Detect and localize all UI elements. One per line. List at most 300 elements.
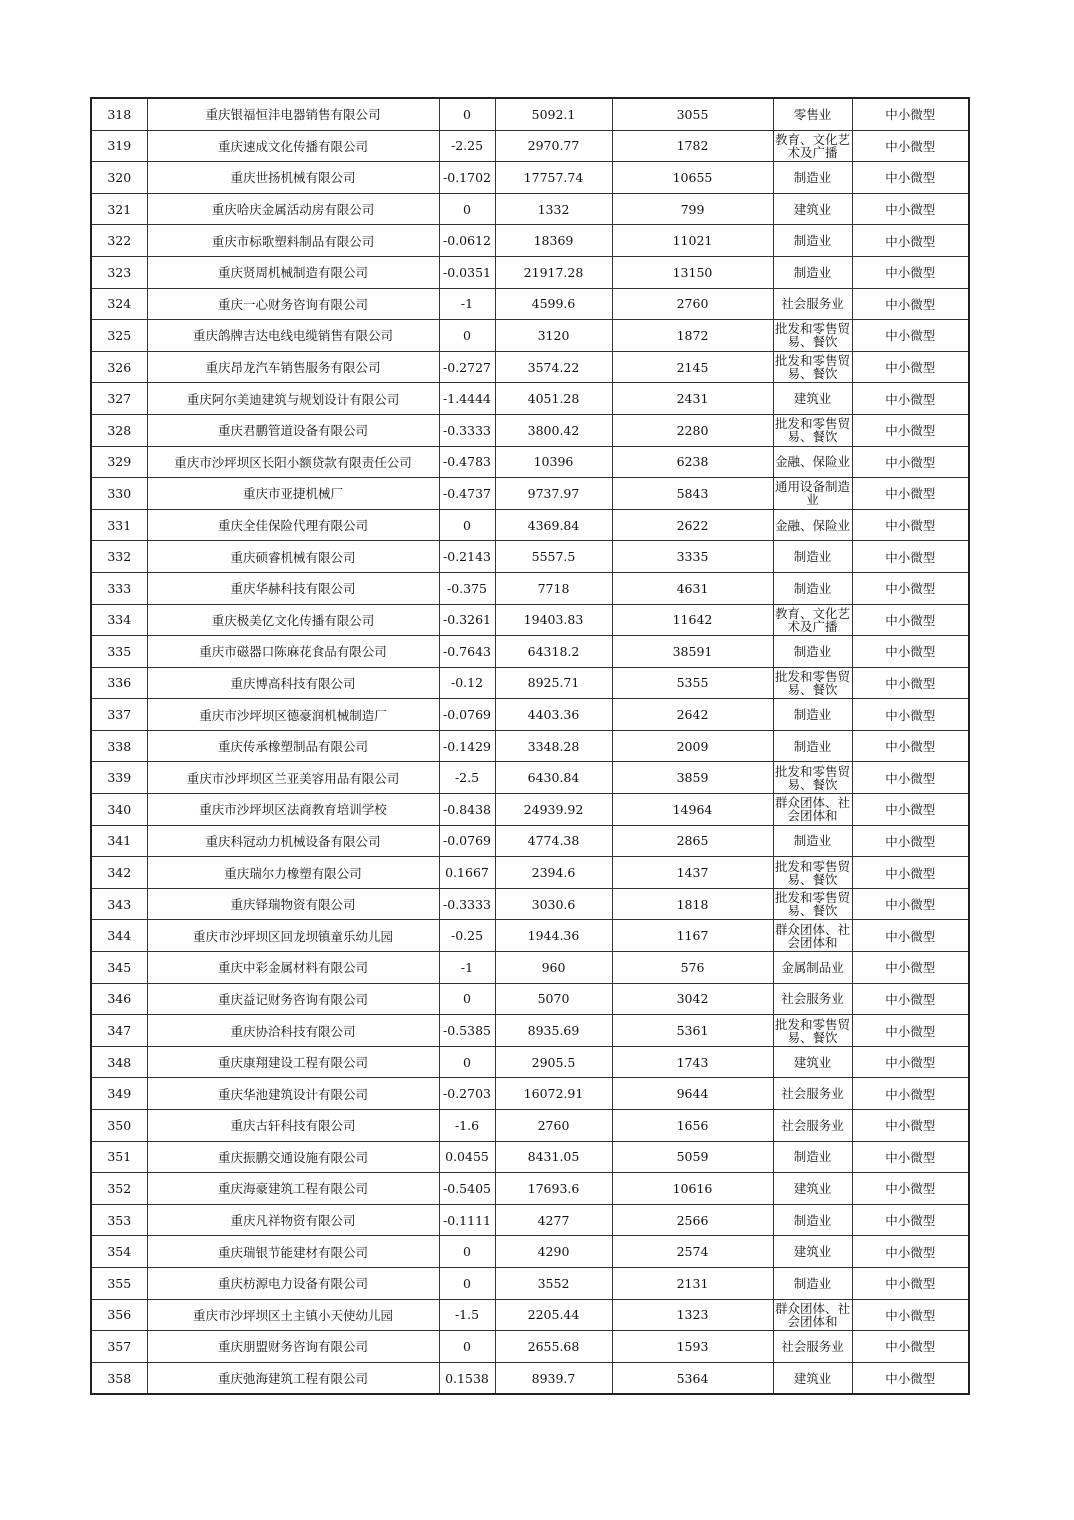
value-2: 17757.74 — [495, 162, 612, 194]
company-name: 重庆华池建筑设计有限公司 — [147, 1078, 439, 1110]
table-row — [91, 730, 969, 762]
value-2: 2655.68 — [495, 1331, 612, 1363]
value-1: -0.2143 — [439, 541, 495, 573]
industry: 批发和零售贸易、餐饮 — [773, 888, 852, 920]
value-3: 1872 — [612, 320, 773, 352]
value-2: 24939.92 — [495, 794, 612, 826]
value-3: 6238 — [612, 446, 773, 478]
company-name: 重庆君鹏管道设备有限公司 — [147, 414, 439, 446]
row-number: 326 — [91, 351, 147, 383]
value-1: -0.5405 — [439, 1173, 495, 1205]
value-2: 8431.05 — [495, 1141, 612, 1173]
value-2: 1944.36 — [495, 920, 612, 952]
enterprise-scale: 中小微型 — [852, 414, 969, 446]
table-row — [91, 1236, 969, 1268]
table-row — [91, 636, 969, 668]
value-2: 2760 — [495, 1110, 612, 1142]
table-row — [91, 1110, 969, 1142]
enterprise-scale: 中小微型 — [852, 952, 969, 984]
industry: 群众团体、社会团体和 — [773, 920, 852, 952]
row-number: 354 — [91, 1236, 147, 1268]
industry: 社会服务业 — [773, 1331, 852, 1363]
value-2: 8939.7 — [495, 1362, 612, 1394]
company-name: 重庆益记财务咨询有限公司 — [147, 983, 439, 1015]
table-row — [91, 1173, 969, 1205]
value-3: 4631 — [612, 572, 773, 604]
table-row — [91, 130, 969, 162]
value-3: 5364 — [612, 1362, 773, 1394]
company-name: 重庆市沙坪坝区长阳小额贷款有限责任公司 — [147, 446, 439, 478]
value-3: 576 — [612, 952, 773, 984]
value-2: 4403.36 — [495, 699, 612, 731]
company-name: 重庆弛海建筑工程有限公司 — [147, 1362, 439, 1394]
value-3: 11642 — [612, 604, 773, 636]
company-name: 重庆市亚捷机械厂 — [147, 478, 439, 510]
row-number: 356 — [91, 1299, 147, 1331]
value-1: 0 — [439, 1046, 495, 1078]
row-number: 351 — [91, 1141, 147, 1173]
value-1: -0.0769 — [439, 699, 495, 731]
table-row — [91, 857, 969, 889]
industry: 制造业 — [773, 572, 852, 604]
value-2: 4774.38 — [495, 825, 612, 857]
company-name: 重庆市沙坪坝区土主镇小天使幼儿园 — [147, 1299, 439, 1331]
value-2: 2905.5 — [495, 1046, 612, 1078]
value-1: -1 — [439, 952, 495, 984]
value-1: -0.8438 — [439, 794, 495, 826]
company-name: 重庆铎瑞物资有限公司 — [147, 888, 439, 920]
enterprise-scale: 中小微型 — [852, 794, 969, 826]
value-3: 2009 — [612, 730, 773, 762]
row-number: 355 — [91, 1267, 147, 1299]
value-2: 3574.22 — [495, 351, 612, 383]
industry: 零售业 — [773, 98, 852, 130]
enterprise-scale: 中小微型 — [852, 320, 969, 352]
table-row — [91, 952, 969, 984]
value-1: -0.0769 — [439, 825, 495, 857]
value-1: -0.5385 — [439, 1015, 495, 1047]
enterprise-scale: 中小微型 — [852, 857, 969, 889]
value-3: 1818 — [612, 888, 773, 920]
value-1: -0.25 — [439, 920, 495, 952]
row-number: 335 — [91, 636, 147, 668]
value-2: 8925.71 — [495, 667, 612, 699]
value-2: 3030.6 — [495, 888, 612, 920]
company-name: 重庆市标歌塑料制品有限公司 — [147, 225, 439, 257]
table-row — [91, 1299, 969, 1331]
enterprise-scale: 中小微型 — [852, 541, 969, 573]
value-3: 9644 — [612, 1078, 773, 1110]
enterprise-scale: 中小微型 — [852, 256, 969, 288]
enterprise-scale: 中小微型 — [852, 1331, 969, 1363]
value-3: 2145 — [612, 351, 773, 383]
enterprise-scale: 中小微型 — [852, 1299, 969, 1331]
value-3: 2622 — [612, 509, 773, 541]
industry: 批发和零售贸易、餐饮 — [773, 762, 852, 794]
table-row — [91, 1015, 969, 1047]
value-3: 799 — [612, 193, 773, 225]
value-1: -0.2727 — [439, 351, 495, 383]
row-number: 340 — [91, 794, 147, 826]
value-2: 1332 — [495, 193, 612, 225]
company-name: 重庆振鹏交通设施有限公司 — [147, 1141, 439, 1173]
industry: 群众团体、社会团体和 — [773, 794, 852, 826]
value-1: 0 — [439, 1331, 495, 1363]
value-3: 2431 — [612, 383, 773, 415]
company-name: 重庆哈庆金属活动房有限公司 — [147, 193, 439, 225]
value-2: 7718 — [495, 572, 612, 604]
value-2: 3120 — [495, 320, 612, 352]
table-row — [91, 383, 969, 415]
table-row — [91, 762, 969, 794]
industry: 制造业 — [773, 699, 852, 731]
row-number: 325 — [91, 320, 147, 352]
value-1: 0 — [439, 509, 495, 541]
value-3: 3859 — [612, 762, 773, 794]
enterprise-scale: 中小微型 — [852, 1015, 969, 1047]
value-1: -1 — [439, 288, 495, 320]
row-number: 344 — [91, 920, 147, 952]
enterprise-scale: 中小微型 — [852, 446, 969, 478]
industry: 制造业 — [773, 1141, 852, 1173]
value-3: 1743 — [612, 1046, 773, 1078]
value-2: 9737.97 — [495, 478, 612, 510]
industry: 制造业 — [773, 225, 852, 257]
value-3: 13150 — [612, 256, 773, 288]
value-1: 0 — [439, 1236, 495, 1268]
industry: 社会服务业 — [773, 288, 852, 320]
table-body — [91, 98, 969, 1394]
row-number: 350 — [91, 1110, 147, 1142]
company-name: 重庆极美亿文化传播有限公司 — [147, 604, 439, 636]
row-number: 322 — [91, 225, 147, 257]
row-number: 345 — [91, 952, 147, 984]
row-number: 347 — [91, 1015, 147, 1047]
industry: 社会服务业 — [773, 1110, 852, 1142]
value-3: 2574 — [612, 1236, 773, 1268]
company-name: 重庆阿尔美迪建筑与规划设计有限公司 — [147, 383, 439, 415]
value-3: 10616 — [612, 1173, 773, 1205]
company-name: 重庆瑞尔力橡塑有限公司 — [147, 857, 439, 889]
value-2: 8935.69 — [495, 1015, 612, 1047]
value-3: 3042 — [612, 983, 773, 1015]
value-2: 18369 — [495, 225, 612, 257]
enterprise-scale: 中小微型 — [852, 1141, 969, 1173]
enterprise-scale: 中小微型 — [852, 478, 969, 510]
table-row — [91, 320, 969, 352]
table-row — [91, 1204, 969, 1236]
enterprise-scale: 中小微型 — [852, 920, 969, 952]
value-3: 11021 — [612, 225, 773, 257]
enterprise-scale: 中小微型 — [852, 699, 969, 731]
value-3: 1656 — [612, 1110, 773, 1142]
value-3: 2642 — [612, 699, 773, 731]
value-3: 2280 — [612, 414, 773, 446]
enterprise-scale: 中小微型 — [852, 162, 969, 194]
row-number: 323 — [91, 256, 147, 288]
industry: 金融、保险业 — [773, 509, 852, 541]
industry: 批发和零售贸易、餐饮 — [773, 351, 852, 383]
company-name: 重庆市磁器口陈麻花食品有限公司 — [147, 636, 439, 668]
value-2: 5092.1 — [495, 98, 612, 130]
value-2: 19403.83 — [495, 604, 612, 636]
table-row — [91, 288, 969, 320]
value-2: 2205.44 — [495, 1299, 612, 1331]
enterprise-scale: 中小微型 — [852, 1267, 969, 1299]
value-2: 21917.28 — [495, 256, 612, 288]
value-2: 17693.6 — [495, 1173, 612, 1205]
table-row — [91, 983, 969, 1015]
table-row — [91, 1331, 969, 1363]
value-2: 4051.28 — [495, 383, 612, 415]
industry: 批发和零售贸易、餐饮 — [773, 857, 852, 889]
value-1: -0.12 — [439, 667, 495, 699]
enterprise-scale: 中小微型 — [852, 604, 969, 636]
value-1: -0.4737 — [439, 478, 495, 510]
table-row — [91, 541, 969, 573]
data-table — [90, 97, 970, 1395]
table-row — [91, 604, 969, 636]
row-number: 338 — [91, 730, 147, 762]
value-3: 5355 — [612, 667, 773, 699]
table-row — [91, 256, 969, 288]
table-row — [91, 667, 969, 699]
company-name: 重庆科冠动力机械设备有限公司 — [147, 825, 439, 857]
industry: 建筑业 — [773, 383, 852, 415]
enterprise-scale: 中小微型 — [852, 1362, 969, 1394]
enterprise-scale: 中小微型 — [852, 225, 969, 257]
enterprise-scale: 中小微型 — [852, 825, 969, 857]
value-1: -0.2703 — [439, 1078, 495, 1110]
value-2: 2394.6 — [495, 857, 612, 889]
value-3: 3055 — [612, 98, 773, 130]
table-row — [91, 1078, 969, 1110]
row-number: 341 — [91, 825, 147, 857]
company-name: 重庆市沙坪坝区兰亚美容用品有限公司 — [147, 762, 439, 794]
industry: 建筑业 — [773, 193, 852, 225]
value-2: 5070 — [495, 983, 612, 1015]
industry: 金融、保险业 — [773, 446, 852, 478]
value-3: 1323 — [612, 1299, 773, 1331]
value-2: 3800.42 — [495, 414, 612, 446]
value-3: 5843 — [612, 478, 773, 510]
value-1: 0 — [439, 193, 495, 225]
enterprise-scale: 中小微型 — [852, 351, 969, 383]
company-name: 重庆一心财务咨询有限公司 — [147, 288, 439, 320]
value-3: 1593 — [612, 1331, 773, 1363]
value-1: -0.3333 — [439, 414, 495, 446]
row-number: 330 — [91, 478, 147, 510]
value-3: 1437 — [612, 857, 773, 889]
row-number: 321 — [91, 193, 147, 225]
table-row — [91, 446, 969, 478]
table-row — [91, 1362, 969, 1394]
value-2: 960 — [495, 952, 612, 984]
industry: 制造业 — [773, 825, 852, 857]
value-1: -1.6 — [439, 1110, 495, 1142]
company-name: 重庆速成文化传播有限公司 — [147, 130, 439, 162]
value-2: 5557.5 — [495, 541, 612, 573]
value-1: -1.4444 — [439, 383, 495, 415]
company-name: 重庆康翔建设工程有限公司 — [147, 1046, 439, 1078]
value-1: -0.0351 — [439, 256, 495, 288]
row-number: 348 — [91, 1046, 147, 1078]
enterprise-scale: 中小微型 — [852, 98, 969, 130]
table-row — [91, 794, 969, 826]
table-row — [91, 478, 969, 510]
industry: 批发和零售贸易、餐饮 — [773, 1015, 852, 1047]
value-1: -0.7643 — [439, 636, 495, 668]
value-1: -2.5 — [439, 762, 495, 794]
enterprise-scale: 中小微型 — [852, 193, 969, 225]
value-1: -0.1429 — [439, 730, 495, 762]
table-row — [91, 1141, 969, 1173]
value-2: 4369.84 — [495, 509, 612, 541]
row-number: 342 — [91, 857, 147, 889]
company-name: 重庆协洽科技有限公司 — [147, 1015, 439, 1047]
value-2: 4290 — [495, 1236, 612, 1268]
enterprise-scale: 中小微型 — [852, 130, 969, 162]
company-name: 重庆世扬机械有限公司 — [147, 162, 439, 194]
enterprise-scale: 中小微型 — [852, 1078, 969, 1110]
value-1: -0.1702 — [439, 162, 495, 194]
enterprise-scale: 中小微型 — [852, 730, 969, 762]
industry: 教育、文化艺术及广播 — [773, 130, 852, 162]
value-2: 4599.6 — [495, 288, 612, 320]
row-number: 329 — [91, 446, 147, 478]
table-row — [91, 888, 969, 920]
value-1: -0.3333 — [439, 888, 495, 920]
enterprise-scale: 中小微型 — [852, 1236, 969, 1268]
table-row — [91, 351, 969, 383]
table-row — [91, 1267, 969, 1299]
table-row — [91, 225, 969, 257]
table-row — [91, 1046, 969, 1078]
enterprise-scale: 中小微型 — [852, 1204, 969, 1236]
value-1: 0 — [439, 1267, 495, 1299]
value-3: 2865 — [612, 825, 773, 857]
table-row — [91, 572, 969, 604]
value-1: -2.25 — [439, 130, 495, 162]
table-row — [91, 414, 969, 446]
company-name: 重庆昂龙汽车销售服务有限公司 — [147, 351, 439, 383]
value-2: 2970.77 — [495, 130, 612, 162]
industry: 群众团体、社会团体和 — [773, 1299, 852, 1331]
row-number: 334 — [91, 604, 147, 636]
table-row — [91, 162, 969, 194]
value-1: -1.5 — [439, 1299, 495, 1331]
industry: 制造业 — [773, 256, 852, 288]
company-name: 重庆凡祥物资有限公司 — [147, 1204, 439, 1236]
row-number: 320 — [91, 162, 147, 194]
row-number: 339 — [91, 762, 147, 794]
value-3: 3335 — [612, 541, 773, 573]
row-number: 333 — [91, 572, 147, 604]
row-number: 353 — [91, 1204, 147, 1236]
value-2: 4277 — [495, 1204, 612, 1236]
company-name: 重庆市沙坪坝区法商教育培训学校 — [147, 794, 439, 826]
enterprise-scale: 中小微型 — [852, 636, 969, 668]
value-1: -0.4783 — [439, 446, 495, 478]
company-name: 重庆中彩金属材料有限公司 — [147, 952, 439, 984]
value-1: -0.1111 — [439, 1204, 495, 1236]
industry: 通用设备制造业 — [773, 478, 852, 510]
enterprise-scale: 中小微型 — [852, 509, 969, 541]
value-1: 0.1667 — [439, 857, 495, 889]
value-3: 2131 — [612, 1267, 773, 1299]
value-1: 0 — [439, 320, 495, 352]
value-2: 6430.84 — [495, 762, 612, 794]
company-name: 重庆海豪建筑工程有限公司 — [147, 1173, 439, 1205]
value-3: 2760 — [612, 288, 773, 320]
value-2: 3348.28 — [495, 730, 612, 762]
company-name: 重庆贤周机械制造有限公司 — [147, 256, 439, 288]
enterprise-scale: 中小微型 — [852, 667, 969, 699]
industry: 批发和零售贸易、餐饮 — [773, 320, 852, 352]
row-number: 318 — [91, 98, 147, 130]
table-row — [91, 825, 969, 857]
company-name: 重庆朋盟财务咨询有限公司 — [147, 1331, 439, 1363]
industry: 制造业 — [773, 730, 852, 762]
industry: 制造业 — [773, 1267, 852, 1299]
company-name: 重庆全佳保险代理有限公司 — [147, 509, 439, 541]
company-name: 重庆鸽牌吉达电线电缆销售有限公司 — [147, 320, 439, 352]
row-number: 324 — [91, 288, 147, 320]
company-name: 重庆枋源电力设备有限公司 — [147, 1267, 439, 1299]
enterprise-scale: 中小微型 — [852, 983, 969, 1015]
row-number: 349 — [91, 1078, 147, 1110]
enterprise-scale: 中小微型 — [852, 1110, 969, 1142]
company-name: 重庆市沙坪坝区德豪润机械制造厂 — [147, 699, 439, 731]
value-1: -0.0612 — [439, 225, 495, 257]
industry: 建筑业 — [773, 1046, 852, 1078]
table-row — [91, 98, 969, 130]
industry: 金属制品业 — [773, 952, 852, 984]
enterprise-scale: 中小微型 — [852, 888, 969, 920]
row-number: 319 — [91, 130, 147, 162]
table-row — [91, 193, 969, 225]
industry: 制造业 — [773, 541, 852, 573]
enterprise-scale: 中小微型 — [852, 383, 969, 415]
value-2: 3552 — [495, 1267, 612, 1299]
industry: 批发和零售贸易、餐饮 — [773, 667, 852, 699]
table-row — [91, 699, 969, 731]
value-1: 0 — [439, 98, 495, 130]
enterprise-scale: 中小微型 — [852, 288, 969, 320]
industry: 制造业 — [773, 1204, 852, 1236]
row-number: 331 — [91, 509, 147, 541]
value-2: 10396 — [495, 446, 612, 478]
company-name: 重庆古轩科技有限公司 — [147, 1110, 439, 1142]
company-name: 重庆华赫科技有限公司 — [147, 572, 439, 604]
row-number: 332 — [91, 541, 147, 573]
industry: 建筑业 — [773, 1362, 852, 1394]
value-1: 0 — [439, 983, 495, 1015]
company-name: 重庆硕睿机械有限公司 — [147, 541, 439, 573]
industry: 教育、文化艺术及广播 — [773, 604, 852, 636]
enterprise-scale: 中小微型 — [852, 572, 969, 604]
value-1: -0.3261 — [439, 604, 495, 636]
enterprise-scale: 中小微型 — [852, 762, 969, 794]
value-3: 5059 — [612, 1141, 773, 1173]
industry: 社会服务业 — [773, 983, 852, 1015]
value-3: 1167 — [612, 920, 773, 952]
value-2: 16072.91 — [495, 1078, 612, 1110]
company-name: 重庆博高科技有限公司 — [147, 667, 439, 699]
company-name: 重庆瑞银节能建材有限公司 — [147, 1236, 439, 1268]
table-row — [91, 920, 969, 952]
value-3: 38591 — [612, 636, 773, 668]
